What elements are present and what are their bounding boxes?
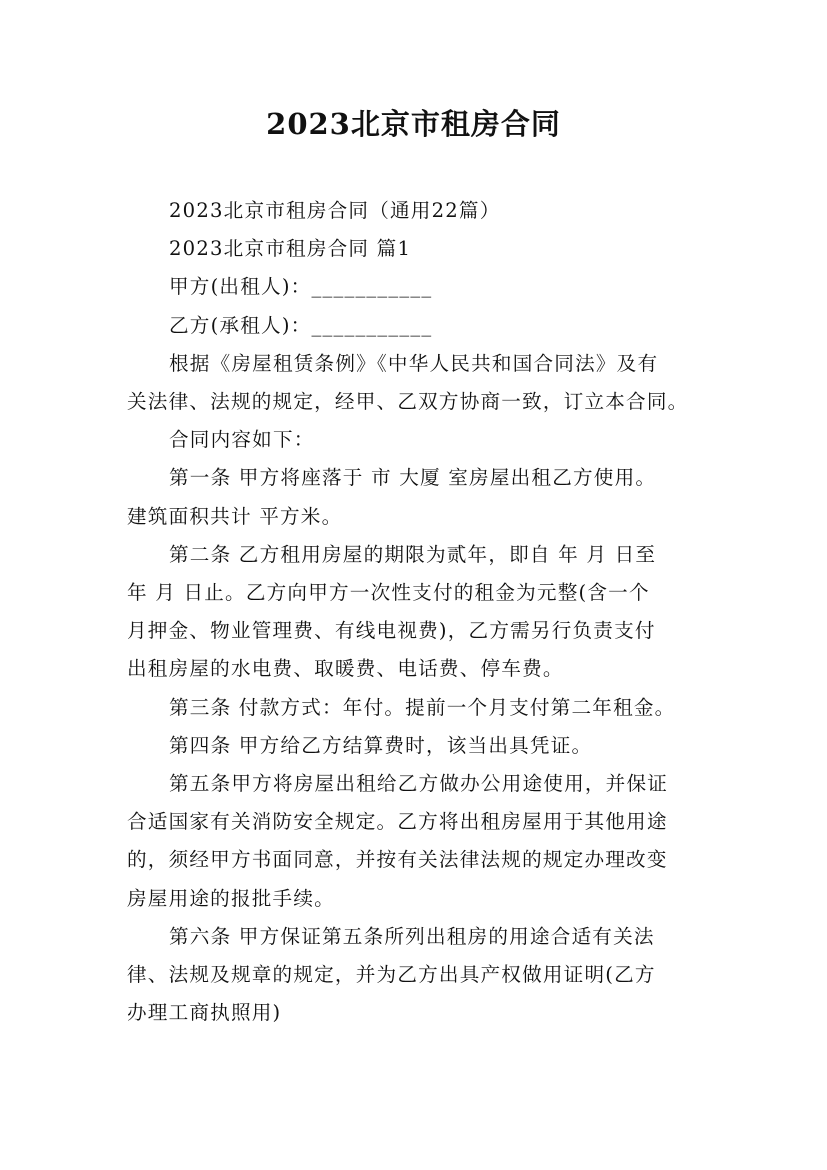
paragraph-line: 根据《房屋租赁条例》《中华人民共和国合同法》及有 (169, 351, 659, 375)
document-title: 2023北京市租房合同 (266, 107, 561, 141)
article-5-line: 合适国家有关消防安全规定。乙方将出租房屋用于其他用途 (127, 810, 668, 834)
paragraph-line: 关法律、法规的规定，经甲、乙双方协商一致，订立本合同。 (127, 390, 689, 414)
article-5-line: 的，须经甲方书面同意，并按有关法律法规的规定办理改变 (127, 848, 668, 872)
article-5-line: 第五条甲方将房屋出租给乙方做办公用途使用，并保证 (169, 772, 669, 796)
paragraph-line: 合同内容如下： (169, 428, 315, 452)
article-1-line: 建筑面积共计 平方米。 (127, 504, 343, 528)
article-2-line: 出租房屋的水电费、取暖费、电话费、停车费。 (127, 657, 564, 681)
document-body (127, 192, 717, 1032)
party-a-line: 甲方(出租人)：___________ (169, 275, 433, 299)
article-6-line: 律、法规及规章的规定，并为乙方出具产权做用证明(乙方 (127, 963, 656, 987)
article-3-line: 第三条 付款方式：年付。提前一个月支付第二年租金。 (169, 695, 676, 719)
article-2-line: 年 月 日止。乙方向甲方一次性支付的租金为元整(含一个 (127, 581, 650, 605)
article-2-line: 月押金、物业管理费、有线电视费)，乙方需另行负责支付 (127, 619, 656, 643)
subtitle-line: 2023北京市租房合同（通用22篇） (169, 199, 501, 222)
article-4-line: 第四条 甲方给乙方结算费时，该当出具凭证。 (169, 733, 593, 757)
article-1-line: 第一条 甲方将座落于 市 大厦 室房屋出租乙方使用。 (169, 466, 657, 490)
party-b-line: 乙方(承租人)：___________ (169, 313, 433, 337)
article-6-line: 办理工商执照用) (127, 1001, 282, 1025)
article-5-line: 房屋用途的报批手续。 (127, 886, 335, 910)
article-2-line: 第二条 乙方租用房屋的期限为贰年，即自 年 月 日至 (169, 542, 657, 566)
article-6-line: 第六条 甲方保证第五条所列出租房的用途合适有关法 (169, 924, 655, 948)
section-heading: 2023北京市租房合同 篇1 (169, 237, 412, 261)
